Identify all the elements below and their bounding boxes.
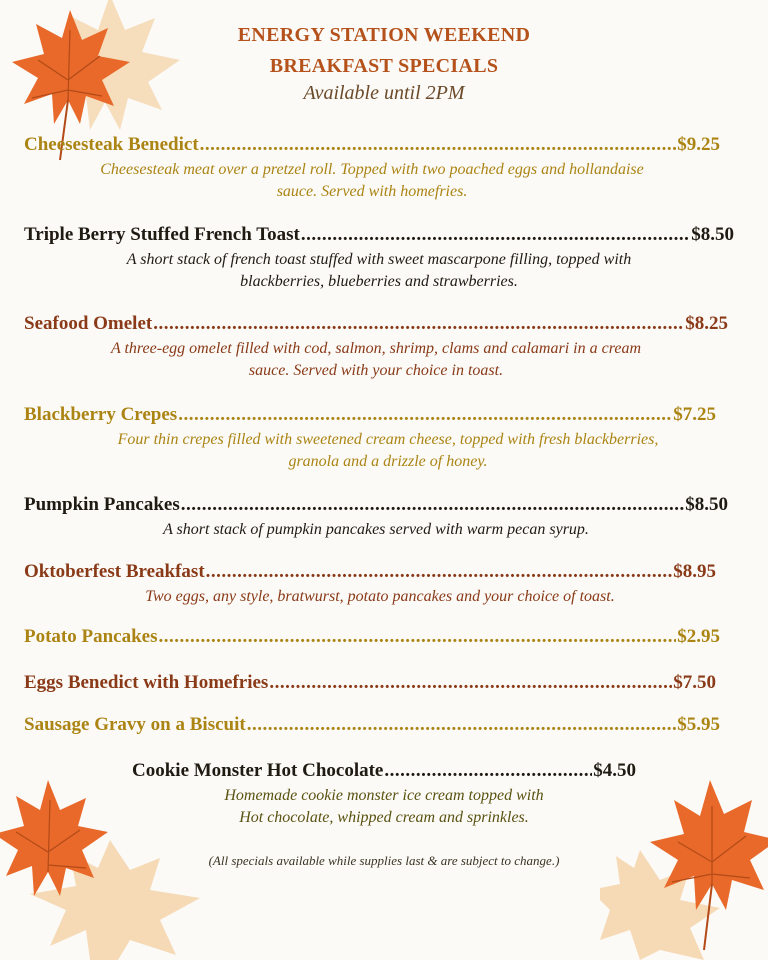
menu-item-name: Oktoberfest Breakfast xyxy=(24,561,205,582)
description-line: A three-egg omelet filled with cod, salmon, shrimp, clams and calamari in a cream xyxy=(110,340,641,357)
description-line: A short stack of french toast stuffed with sweet mascarpone filling, topped with xyxy=(126,251,632,268)
description-line: Two eggs, any style, bratwurst, potato pancakes and your choice of toast. xyxy=(145,588,615,605)
menu-header xyxy=(0,24,768,105)
menu-item xyxy=(24,626,720,648)
menu-item-description xyxy=(24,338,728,382)
description-line: blackberries, blueberries and strawberries. xyxy=(240,273,518,290)
dot-leader xyxy=(200,134,677,156)
menu-item-line xyxy=(132,760,636,782)
menu-item-description xyxy=(24,159,720,203)
menu-item-price: $7.25 xyxy=(673,404,716,425)
menu-item-name: Cheesesteak Benedict xyxy=(24,134,199,155)
menu-item-price: $8.50 xyxy=(691,224,734,245)
dot-leader xyxy=(269,672,672,694)
menu-item xyxy=(24,134,720,203)
menu-item xyxy=(24,494,728,541)
menu-item-price: $8.50 xyxy=(685,494,728,515)
menu-item-line xyxy=(24,626,720,648)
menu-item-line xyxy=(24,672,716,694)
dot-leader xyxy=(153,313,684,335)
menu-item-name: Sausage Gravy on a Biscuit xyxy=(24,714,246,735)
dot-leader xyxy=(384,760,592,782)
menu-item-price: $8.25 xyxy=(685,313,728,334)
menu-item-name: Eggs Benedict with Homefries xyxy=(24,672,269,693)
menu-item-description xyxy=(24,519,728,541)
menu-item-description xyxy=(32,429,744,473)
menu-item xyxy=(24,672,716,694)
menu-item-line xyxy=(24,714,720,736)
menu-item xyxy=(24,714,720,736)
menu-item-line xyxy=(24,134,720,156)
menu-item-line xyxy=(24,404,716,426)
menu-item-name: Triple Berry Stuffed French Toast xyxy=(24,224,300,245)
disclaimer-note: (All specials available while supplies last & are subject to change.) xyxy=(208,853,560,868)
description-line: sauce. Served with homefries. xyxy=(276,183,468,200)
menu-item-description xyxy=(44,586,716,608)
menu-item-name: Pumpkin Pancakes xyxy=(24,494,180,515)
menu-item-name: Seafood Omelet xyxy=(24,313,153,334)
menu-item xyxy=(24,404,716,473)
dot-leader xyxy=(247,714,677,736)
menu-item-description xyxy=(92,785,676,829)
menu-item-line xyxy=(24,494,728,516)
description-line: Four thin crepes filled with sweetened cream cheese, topped with fresh blackberries, xyxy=(117,431,659,448)
menu-item-description xyxy=(24,249,734,293)
menu-item-price: $9.25 xyxy=(677,134,720,155)
description-line: Homemade cookie monster ice cream topped with xyxy=(224,787,544,804)
menu-title-line1: ENERGY STATION WEEKEND xyxy=(237,24,531,46)
menu-item-line xyxy=(24,561,716,583)
menu-item-name: Blackberry Crepes xyxy=(24,404,178,425)
menu-item-name: Cookie Monster Hot Chocolate xyxy=(132,760,384,781)
dot-leader xyxy=(181,494,685,516)
availability-note: Available until 2PM xyxy=(303,82,465,104)
menu-item xyxy=(24,313,728,382)
description-line: Cheesesteak meat over a pretzel roll. Topped with two poached eggs and hollandaise xyxy=(100,161,644,178)
menu-item-name: Potato Pancakes xyxy=(24,626,158,647)
dot-leader xyxy=(301,224,690,246)
description-line: A short stack of pumpkin pancakes served with warm pecan syrup. xyxy=(163,521,589,538)
menu-item xyxy=(132,760,636,829)
menu-item xyxy=(24,224,734,293)
description-line: sauce. Served with your choice in toast. xyxy=(248,362,504,379)
menu-item-price: $8.95 xyxy=(673,561,716,582)
menu-item-line xyxy=(24,313,728,335)
menu-item-price: $7.50 xyxy=(673,672,716,693)
dot-leader xyxy=(159,626,677,648)
menu-item-line xyxy=(24,224,734,246)
menu-item-price: $2.95 xyxy=(677,626,720,647)
dot-leader xyxy=(206,561,673,583)
description-line: Hot chocolate, whipped cream and sprinkles. xyxy=(239,809,529,826)
menu-item xyxy=(24,561,716,608)
menu-title-line2: BREAKFAST SPECIALS xyxy=(269,55,499,77)
dot-leader xyxy=(178,404,672,426)
menu-item-price: $4.50 xyxy=(593,760,636,781)
description-line: granola and a drizzle of honey. xyxy=(288,453,488,470)
menu-item-price: $5.95 xyxy=(677,714,720,735)
